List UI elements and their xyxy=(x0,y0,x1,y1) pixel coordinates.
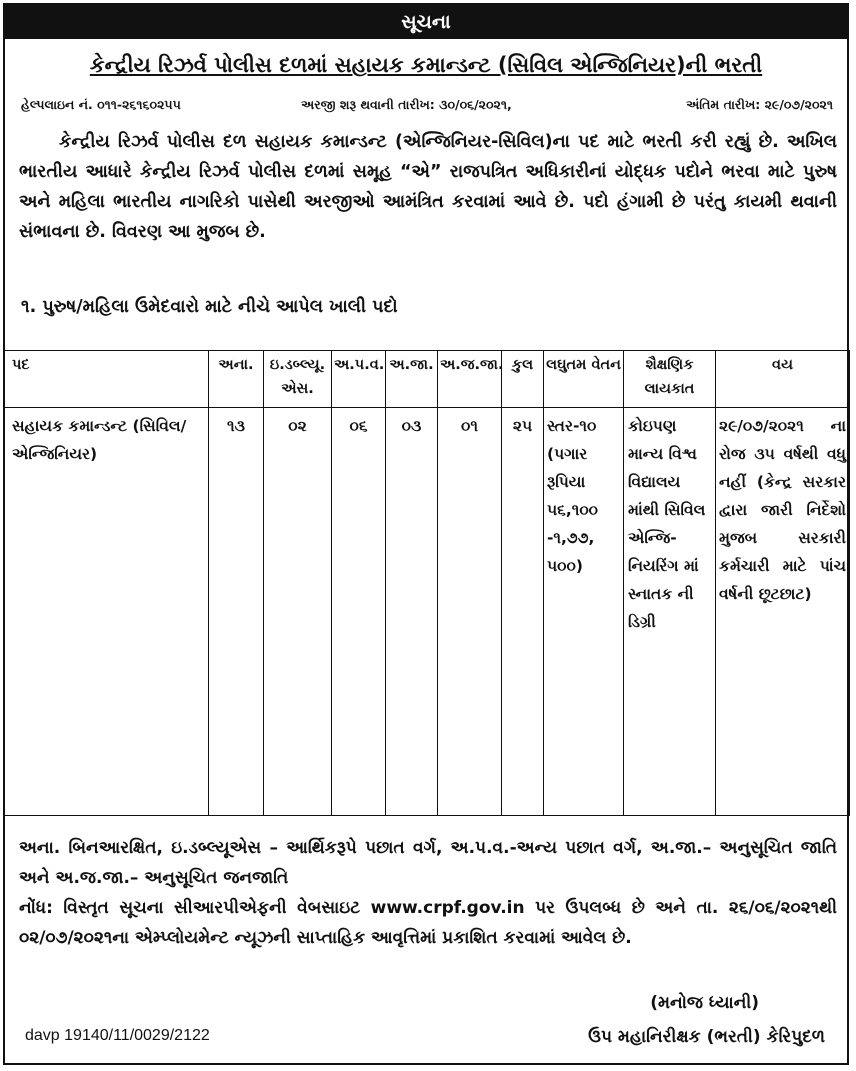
table-header-row xyxy=(4,351,850,408)
notice-title: કેન્દ્રીય રિઝર્વ પોલીસ દળમાં સહાયક કમાન્ડન્ટ (સિવિલ એન્જિનિયર)ની ભરતી xyxy=(89,53,763,77)
cell-st: ૦૧ xyxy=(438,408,502,816)
header-st: અ.જ.જા. xyxy=(438,351,502,408)
cell-ur: ૧૩ xyxy=(209,408,264,816)
header-post: પદ xyxy=(4,351,209,408)
davp-code: davp 19140/11/0029/2122 xyxy=(25,1027,210,1044)
notice-banner: સૂચના xyxy=(5,5,847,39)
cell-ews: ૦૨ xyxy=(264,408,332,816)
vacancy-table xyxy=(3,350,850,816)
header-age: વય xyxy=(716,351,850,408)
header-pay: લઘુતમ વેતન xyxy=(544,351,624,408)
footer-section xyxy=(19,833,837,953)
intro-paragraph: કેન્દ્રીય રિઝર્વ પોલીસ દળ સહાયક કમાન્ડન્ટ (એન્જિનિયર-સિવિલ)ના પદ માટે ભરતી કરી રહ્યું છે. અખિલ ભારતીય આધારે કેન્દ્રીય રિઝર્વ પોલીસ દળમાં સમૂહ “એ” રાજપત્રિત અધિકારીનાં યોદ્ધક પદોને ભરવા માટે પુરુષ અને મહિલા ભારતીય નાગરિકો પાસેથી અરજીઓ આમંત્રિત કરવામાં આવે છે. પદો હંગામી છે પરંતુ કાયમી થવાની સંભાવના છે. વિવરણ આ મુજબ છે. xyxy=(19,132,837,242)
application-end-date: અંતિમ તારીખ: ૨૯/૦૭/૨૦૨૧ xyxy=(686,97,833,112)
cell-sc: ૦૩ xyxy=(386,408,438,816)
header-qualification: શૈક્ષણિક લાયકાત xyxy=(624,351,716,408)
cell-age: ૨૯/૦૭/૨૦૨૧ ના રોજ ૩૫ વર્ષથી વધુ નહીં (કેન્દ્ર સરકાર દ્વારા જારી નિર્દેશો મુજબ સરકારી કર્મચારી માટે પાંચ વર્ષની છૂટછાટ) xyxy=(716,408,850,816)
application-start-date: અરજી શરૂ થવાની તારીખ: ૩૦/૦૬/૨૦૨૧, xyxy=(301,97,512,112)
abbreviations-note: અના. બિનઆરક્ષિત, ઇ.ડબ્લ્યૂએસ – આર્થિકરૂપે પછાત વર્ગ, અ.પ.વ.-અન્ય પછાત વર્ગ, અ.જા.– અનુસૂચિત જાતિ અને અ.જ.જા.– અનુસૂચિત જનજાતિ xyxy=(19,838,837,888)
table-row xyxy=(4,408,850,816)
header-obc: અ.પ.વ. xyxy=(332,351,386,408)
helpline-number: હેલ્પલાઇન નં. ૦૧૧-૨૬૧૬૦૨૫૫ xyxy=(21,97,181,112)
vacancy-subheading: ૧. પુરુષ/મહિલા ઉમેદવારો માટે નીચે આપેલ ખાલી પદો xyxy=(21,297,398,317)
header-ews: ઇ.ડબ્લ્યૂ. એસ. xyxy=(264,351,332,408)
cell-total: ૨૫ xyxy=(502,408,544,816)
header-sc: અ.જા. xyxy=(386,351,438,408)
header-total: કુલ xyxy=(502,351,544,408)
header-ur: અના. xyxy=(209,351,264,408)
cell-obc: ૦૬ xyxy=(332,408,386,816)
signatory-name: (મનોજ ધ્યાની) xyxy=(650,993,759,1013)
website-note: નોંધ: વિસ્તૃત સૂચના સીઆરપીએફની વેબસાઇટ www.crpf.gov.in પર ઉપલબ્ધ છે અને તા. ૨૬/૦૬/૨૦૨૧થી ૦૨/૦૭/૨૦૨૧ના એમ્પ્લોયમેન્ટ ન્યૂઝની સાપ્તાહિક આવૃત્તિમાં પ્રકાશિત કરવામાં આવેલ છે. xyxy=(19,898,837,948)
cell-post: સહાયક કમાન્ડન્ટ (સિવિલ/એન્જિનિયર) xyxy=(4,408,209,816)
notice-page xyxy=(3,3,849,1065)
cell-qualification: કોઇપણ માન્ય વિશ્વ વિદ્યાલય માંથી સિવિલ એન્જિ- નિયરિંગ માં સ્નાતક ની ડિગ્રી xyxy=(624,408,716,816)
signatory-designation: ઉપ મહાનિરીક્ષક (ભરતી) કેરિપુદળ xyxy=(588,1027,825,1047)
cell-pay: સ્તર-૧૦ (પગાર રૂપિયા ૫૬,૧૦૦ -૧,૭૭, ૫૦૦) xyxy=(544,408,624,816)
